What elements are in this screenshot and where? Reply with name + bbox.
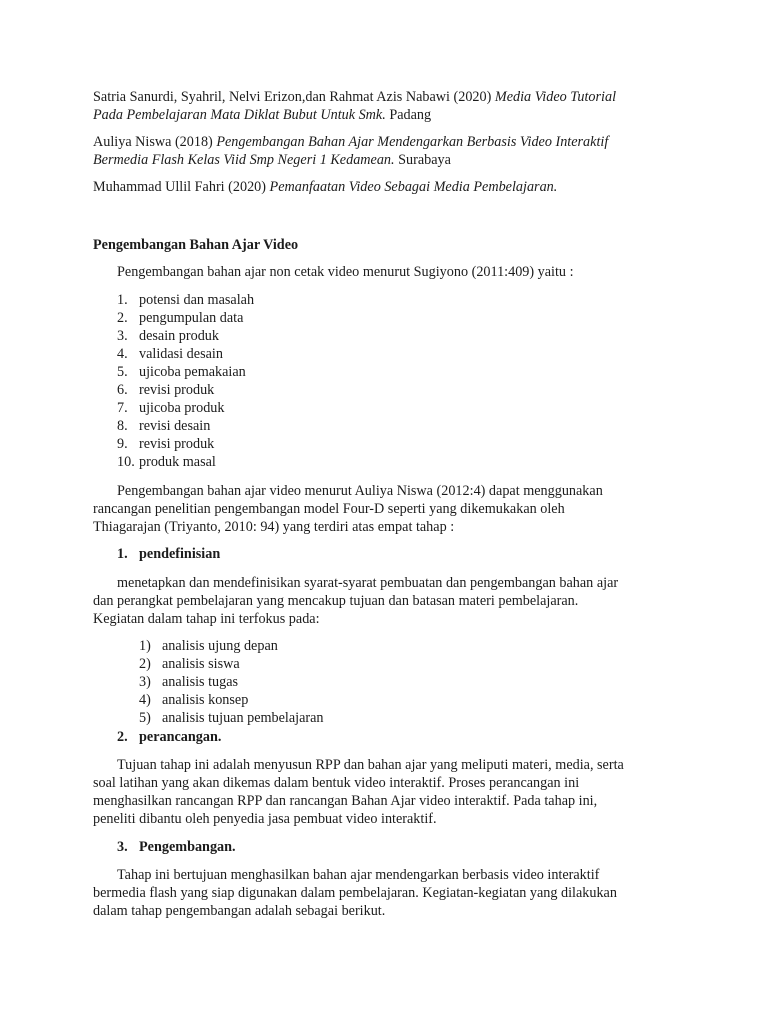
reference-2-title-part-1: Pengembangan Bahan Ajar Mendengarkan Berbasis Video Interaktif	[216, 134, 609, 150]
analysis-number: 3)	[139, 674, 151, 690]
step-text: ujicoba produk	[139, 400, 225, 416]
step-number: 8.	[117, 418, 128, 434]
reference-2-title-part-2: Bermedia Flash Kelas Viid Smp Negeri 1 Kedamean.	[93, 152, 395, 168]
step-number: 3.	[117, 328, 128, 344]
reference-2-place: Surabaya	[394, 152, 451, 168]
section-heading: Pengembangan Bahan Ajar Video	[93, 237, 299, 253]
step-number: 1.	[117, 292, 128, 308]
analysis-number: 4)	[139, 692, 151, 708]
step-text: validasi desain	[139, 346, 223, 362]
stage-3-line-1: Tahap ini bertujuan menghasilkan bahan ajar mendengarkan berbasis video interaktif	[117, 867, 600, 883]
stage-1-line-3: Kegiatan dalam tahap ini terfokus pada:	[93, 611, 320, 627]
stage-1-title: pendefinisian	[139, 546, 221, 562]
reference-3-title: Pemanfaatan Video Sebagai Media Pembelajaran.	[269, 179, 558, 195]
analysis-text: analisis tujuan pembelajaran	[162, 710, 324, 726]
step-text: potensi dan masalah	[139, 292, 255, 308]
stage-1-line-1: menetapkan dan mendefinisikan syarat-syarat pembuatan dan pengembangan bahan ajar	[117, 575, 619, 591]
stage-1-number: 1.	[117, 546, 128, 562]
stage-3-number: 3.	[117, 839, 128, 855]
step-number: 10.	[117, 454, 135, 470]
step-text: revisi produk	[139, 382, 215, 398]
step-number: 9.	[117, 436, 128, 452]
stage-3-title: Pengembangan.	[139, 839, 236, 855]
reference-1-title-part-2: Pada Pembelajaran Mata Diklat Bubut Untuk Smk.	[93, 107, 386, 123]
stage-1-line-2: dan perangkat pembelajaran yang mencakup tujuan dan batasan materi pembelajaran.	[93, 593, 579, 609]
step-number: 5.	[117, 364, 128, 380]
analysis-text: analisis tugas	[162, 674, 239, 690]
analysis-text: analisis ujung depan	[162, 638, 278, 654]
step-number: 7.	[117, 400, 128, 416]
reference-3-authors: Muhammad Ullil Fahri (2020)	[93, 179, 270, 195]
reference-3-line-1	[93, 178, 557, 196]
reference-1-line-1	[93, 88, 616, 106]
intro-paragraph: Pengembangan bahan ajar non cetak video menurut Sugiyono (2011:409) yaitu :	[117, 264, 574, 280]
step-number: 6.	[117, 382, 128, 398]
paragraph-2-line-3: Thiagarajan (Triyanto, 2010: 94) yang terdiri atas empat tahap :	[93, 519, 455, 535]
step-text: produk masal	[139, 454, 216, 470]
stage-3-line-3: dalam tahap pengembangan adalah sebagai berikut.	[93, 903, 386, 919]
stage-2-number: 2.	[117, 729, 128, 745]
step-number: 4.	[117, 346, 128, 362]
reference-1-title-part-1: Media Video Tutorial	[494, 89, 617, 105]
analysis-text: analisis konsep	[162, 692, 249, 708]
step-text: ujicoba pemakaian	[139, 364, 246, 380]
step-text: revisi desain	[139, 418, 211, 434]
stage-3-line-2: bermedia flash yang siap digunakan dalam pembelajaran. Kegiatan-kegiatan yang dilakukan	[93, 885, 617, 901]
step-text: desain produk	[139, 328, 219, 344]
reference-1-authors: Satria Sanurdi, Syahril, Nelvi Erizon,dan Rahmat Azis Nabawi (2020)	[93, 89, 495, 105]
reference-1-line-2	[93, 106, 431, 124]
step-text: revisi produk	[139, 436, 215, 452]
paragraph-2-line-2: rancangan penelitian pengembangan model Four-D seperti yang dikemukakan oleh	[93, 501, 565, 517]
stage-2-line-1: Tujuan tahap ini adalah menyusun RPP dan bahan ajar yang meliputi materi, media, serta	[117, 757, 624, 773]
analysis-number: 2)	[139, 656, 151, 672]
analysis-number: 1)	[139, 638, 151, 654]
reference-2-authors: Auliya Niswa (2018)	[93, 134, 217, 150]
reference-1-place: Padang	[385, 107, 432, 123]
stage-2-title: perancangan.	[139, 729, 222, 745]
step-text: pengumpulan data	[139, 310, 244, 326]
analysis-text: analisis siswa	[162, 656, 240, 672]
paragraph-2-line-1: Pengembangan bahan ajar video menurut Auliya Niswa (2012:4) dapat menggunakan	[117, 483, 603, 499]
reference-2-line-2	[93, 151, 451, 169]
analysis-number: 5)	[139, 710, 151, 726]
stage-2-line-3: menghasilkan rancangan RPP dan rancangan Bahan Ajar video interaktif. Pada tahap ini,	[93, 793, 598, 809]
step-number: 2.	[117, 310, 128, 326]
stage-2-line-2: soal latihan yang akan dikemas dalam bentuk video interaktif. Proses perancangan ini	[93, 775, 580, 791]
stage-2-line-4: peneliti dibantu oleh penyedia jasa pembuat video interaktif.	[93, 811, 437, 827]
reference-2-line-1	[93, 133, 608, 151]
